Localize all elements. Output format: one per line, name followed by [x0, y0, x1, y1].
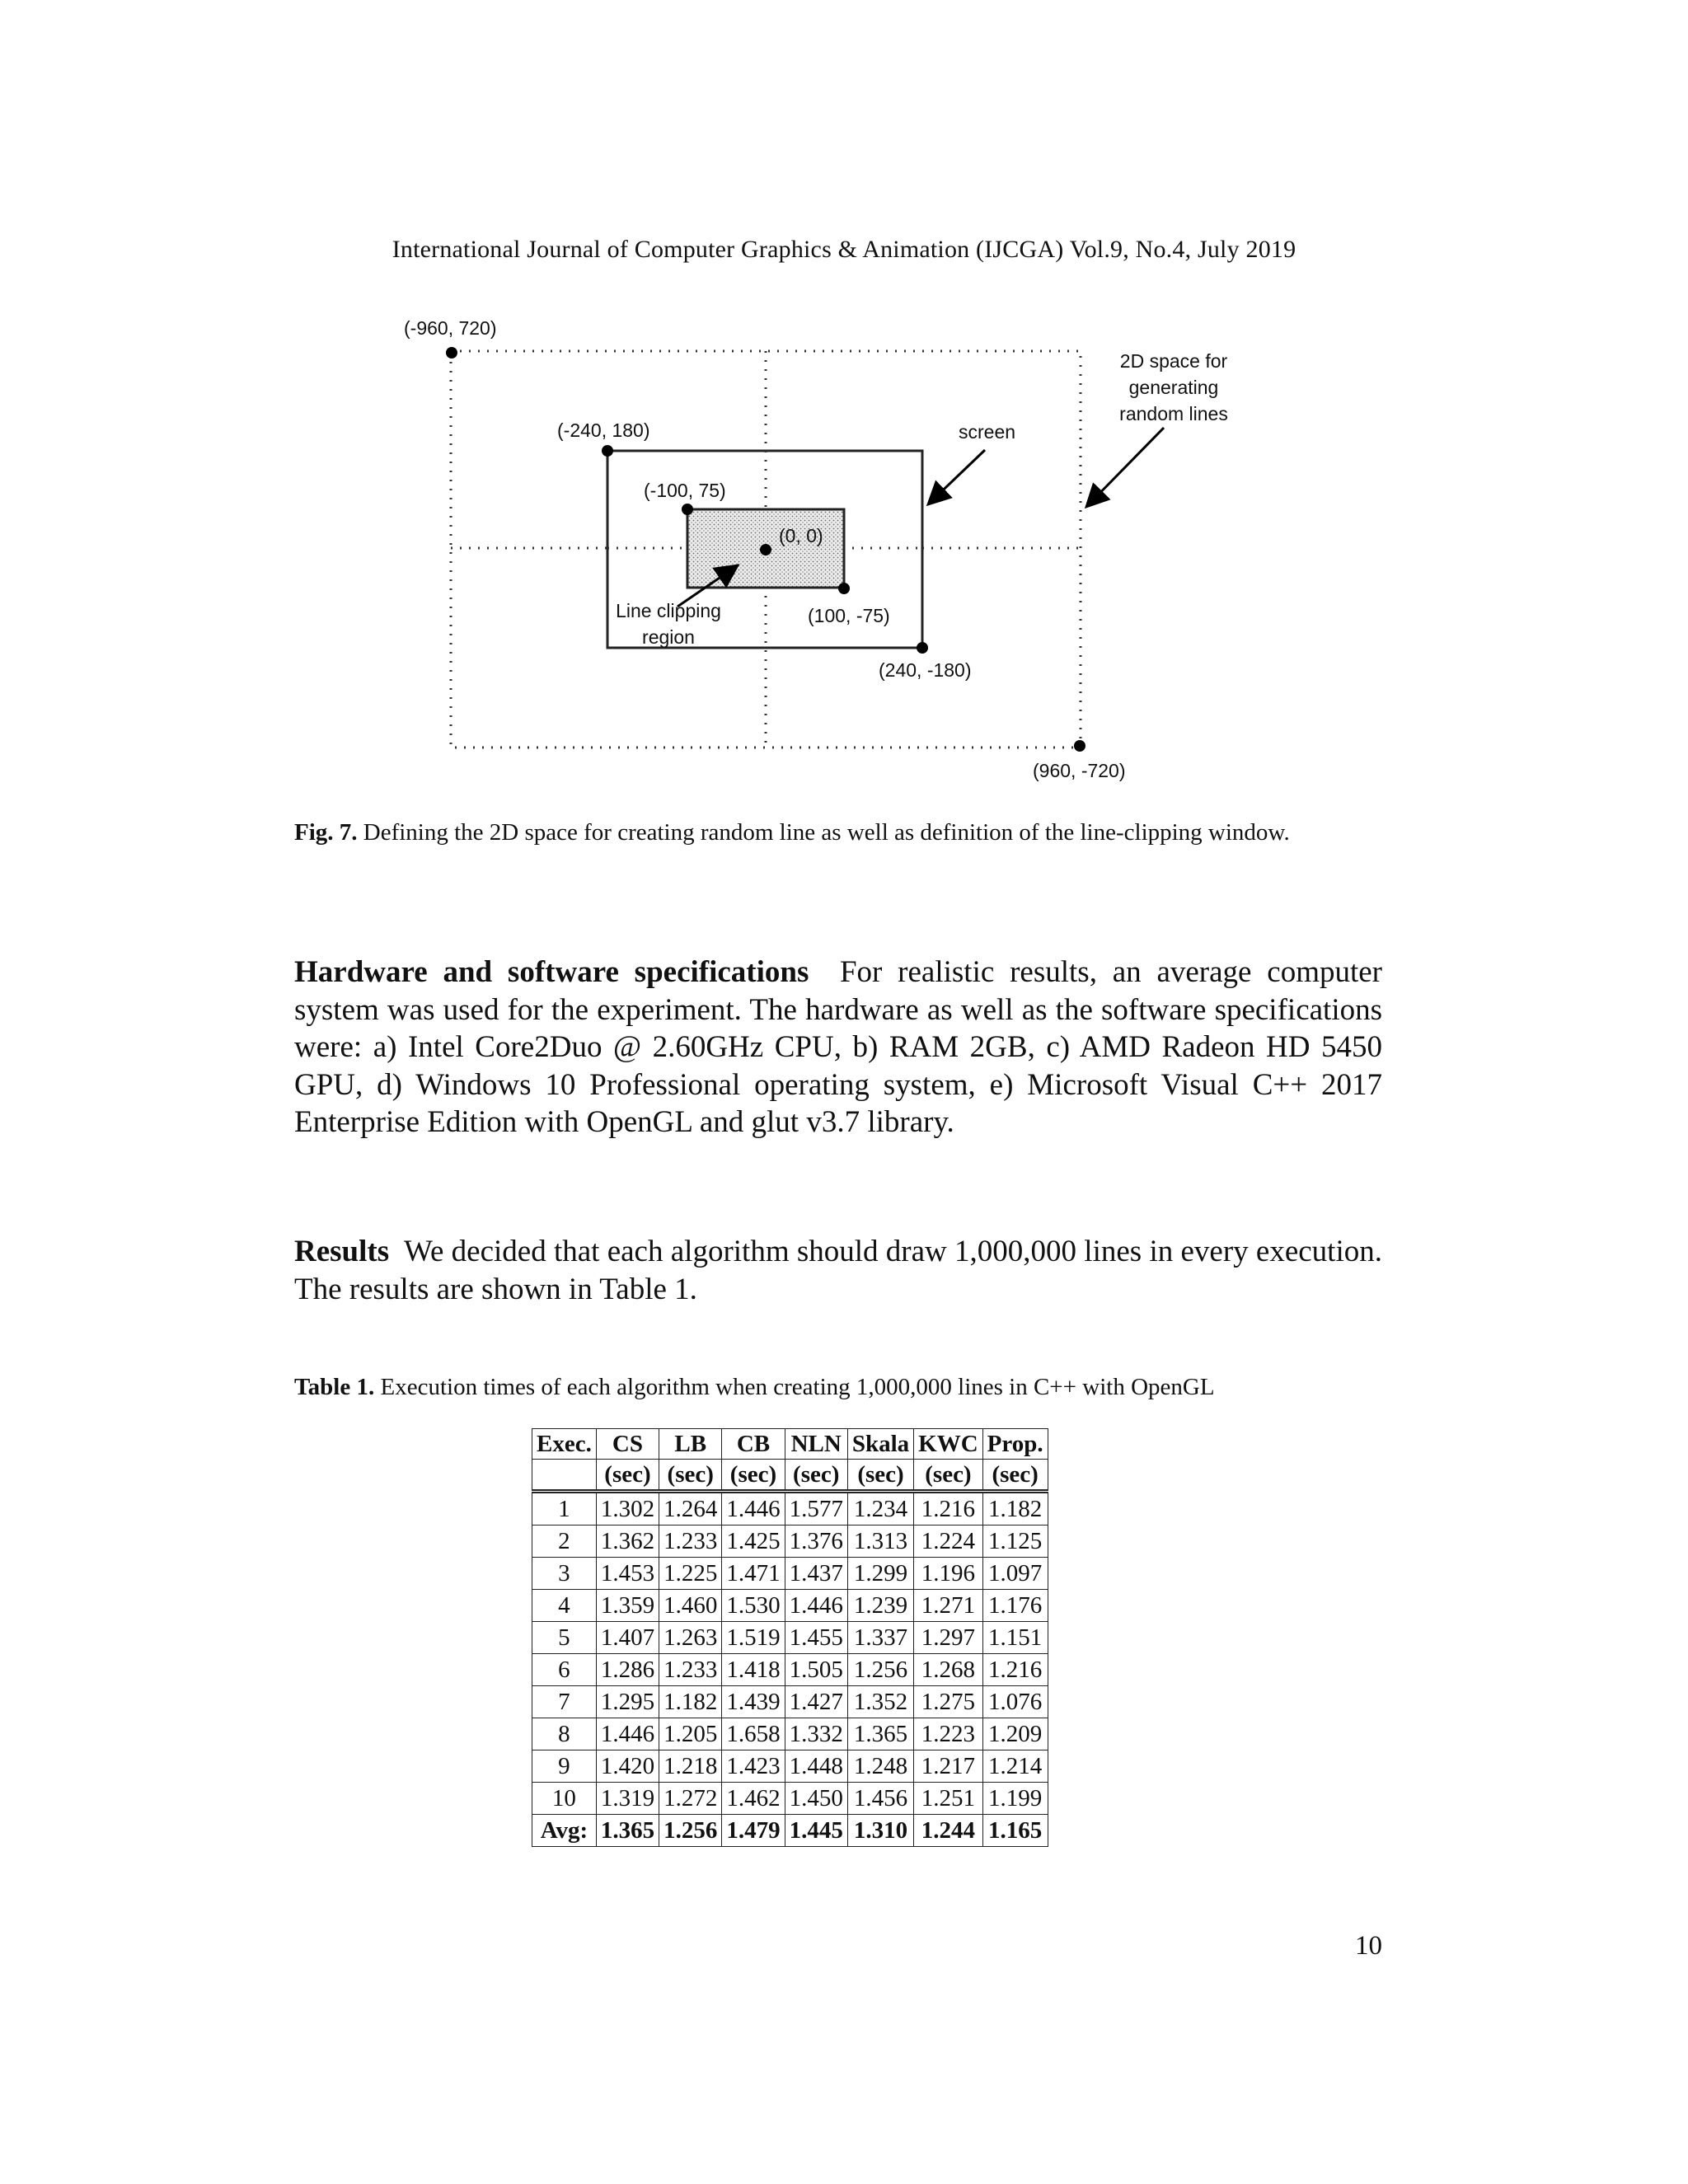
- table-cell-exec: 3: [532, 1558, 597, 1590]
- table-cell-value: 1.439: [722, 1686, 785, 1718]
- table-row: [532, 1686, 1048, 1718]
- header-lb: LB: [659, 1429, 722, 1460]
- table-cell-value: 1.216: [914, 1492, 983, 1526]
- label-space-callout-line3: random lines: [1119, 403, 1228, 424]
- table-cell-value: 1.456: [847, 1783, 913, 1815]
- avg-value: 1.310: [847, 1815, 913, 1847]
- label-origin: (0, 0): [779, 525, 823, 546]
- table-cell-value: 1.196: [914, 1558, 983, 1590]
- table-cell-value: 1.505: [785, 1654, 847, 1686]
- table-row: [532, 1750, 1048, 1783]
- table-cell-exec: 1: [532, 1492, 597, 1526]
- point-outer-top-left: [446, 347, 457, 359]
- table-cell-value: 1.365: [847, 1718, 913, 1750]
- header-unit-cs: (sec): [596, 1460, 659, 1492]
- table-cell-value: 1.299: [847, 1558, 913, 1590]
- label-screen-callout: screen: [959, 421, 1016, 443]
- table-cell-value: 1.223: [914, 1718, 983, 1750]
- table-caption: [294, 1374, 1382, 1401]
- table-cell-value: 1.256: [847, 1654, 913, 1686]
- table-row: [532, 1526, 1048, 1558]
- table-cell-value: 1.437: [785, 1558, 847, 1590]
- table-cell-value: 1.199: [982, 1783, 1048, 1815]
- table-cell-value: 1.224: [914, 1526, 983, 1558]
- point-clip-bottom-right: [838, 583, 850, 594]
- header-unit-skala: (sec): [847, 1460, 913, 1492]
- avg-value: 1.445: [785, 1815, 847, 1847]
- table-cell-value: 1.359: [596, 1590, 659, 1622]
- header-cs: CS: [596, 1429, 659, 1460]
- table-cell-exec: 9: [532, 1750, 597, 1783]
- header-unit-kwc: (sec): [914, 1460, 983, 1492]
- header-unit-nln: (sec): [785, 1460, 847, 1492]
- table-cell-value: 1.302: [596, 1492, 659, 1526]
- table-cell-value: 1.332: [785, 1718, 847, 1750]
- figure-caption: [294, 818, 1382, 848]
- table-cell-exec: 7: [532, 1686, 597, 1718]
- table-cell-value: 1.216: [982, 1654, 1048, 1686]
- results-paragraph: [294, 1233, 1382, 1308]
- hardware-text: For realistic results, an average computer system was used for the experiment. The hardware as well as the software specifications were: a) Intel Core2Duo @ 2.60GHz CPU, b) RAM 2GB, c) AMD Radeon HD 5450 GPU, d) Windows 10 Professional operating system, e) Microsoft Visual C++ 2017 Enterprise Edition with OpenGL and glut v3.7 library.: [294, 955, 1382, 1139]
- table-cell-value: 1.251: [914, 1783, 983, 1815]
- table-cell-exec: 8: [532, 1718, 597, 1750]
- table-cell-value: 1.423: [722, 1750, 785, 1783]
- header-unit-exec: [532, 1460, 597, 1492]
- label-outer-top-left: (-960, 720): [404, 317, 497, 339]
- table-cell-value: 1.182: [982, 1492, 1048, 1526]
- header-prop: Prop.: [982, 1429, 1048, 1460]
- table-cell-value: 1.176: [982, 1590, 1048, 1622]
- table-cell-value: 1.233: [659, 1654, 722, 1686]
- table-cell-value: 1.264: [659, 1492, 722, 1526]
- header-skala: Skala: [847, 1429, 913, 1460]
- table-cell-value: 1.182: [659, 1686, 722, 1718]
- table-cell-value: 1.233: [659, 1526, 722, 1558]
- results-text: We decided that each algorithm should draw 1,000,000 lines in every execution. The results are shown in Table 1.: [294, 1235, 1382, 1306]
- table-cell-value: 1.420: [596, 1750, 659, 1783]
- table-cell-value: 1.530: [722, 1590, 785, 1622]
- table-cell-value: 1.239: [847, 1590, 913, 1622]
- table-cell-value: 1.446: [785, 1590, 847, 1622]
- table-cell-value: 1.425: [722, 1526, 785, 1558]
- label-screen-bottom-right: (240, -180): [879, 659, 972, 681]
- space-arrow: [1086, 428, 1164, 507]
- table-cell-value: 1.427: [785, 1686, 847, 1718]
- table-cell-value: 1.519: [722, 1622, 785, 1654]
- table-cell-value: 1.462: [722, 1783, 785, 1815]
- running-head: International Journal of Computer Graphics & Animation (IJCGA) Vol.9, No.4, July 2019: [392, 236, 1296, 263]
- page-number: 10: [1355, 1931, 1382, 1961]
- header-exec: Exec.: [532, 1429, 597, 1460]
- table-row: [532, 1622, 1048, 1654]
- table-cell-value: 1.248: [847, 1750, 913, 1783]
- avg-value: 1.479: [722, 1815, 785, 1847]
- table-row: [532, 1654, 1048, 1686]
- table-cell-value: 1.263: [659, 1622, 722, 1654]
- point-origin: [760, 544, 771, 555]
- table-cell-exec: 6: [532, 1654, 597, 1686]
- table-cell-value: 1.218: [659, 1750, 722, 1783]
- table-row: [532, 1783, 1048, 1815]
- point-clip-top-left: [682, 504, 693, 515]
- avg-label: Avg:: [532, 1815, 597, 1847]
- table-body: [532, 1492, 1048, 1847]
- table-cell-value: 1.450: [785, 1783, 847, 1815]
- table-cell-value: 1.446: [722, 1492, 785, 1526]
- table-cell-value: 1.352: [847, 1686, 913, 1718]
- table-row: [532, 1558, 1048, 1590]
- table-cell-value: 1.319: [596, 1783, 659, 1815]
- table-cell-value: 1.275: [914, 1686, 983, 1718]
- table-cell-value: 1.460: [659, 1590, 722, 1622]
- table-cell-value: 1.313: [847, 1526, 913, 1558]
- table-cell-value: 1.151: [982, 1622, 1048, 1654]
- table-cell-value: 1.297: [914, 1622, 983, 1654]
- table-cell-value: 1.234: [847, 1492, 913, 1526]
- header-unit-cb: (sec): [722, 1460, 785, 1492]
- avg-value: 1.165: [982, 1815, 1048, 1847]
- label-clip-callout-line2: region: [642, 626, 695, 648]
- table-cell-value: 1.268: [914, 1654, 983, 1686]
- table-cell-value: 1.376: [785, 1526, 847, 1558]
- point-screen-bottom-right: [917, 642, 928, 654]
- header-unit-lb: (sec): [659, 1460, 722, 1492]
- hardware-paragraph: [294, 954, 1382, 1141]
- table-header-unit-row: [532, 1460, 1048, 1492]
- hardware-heading: Hardware and software specifications: [294, 955, 809, 989]
- table-cell-exec: 2: [532, 1526, 597, 1558]
- label-outer-bottom-right: (960, -720): [1033, 760, 1126, 781]
- point-screen-top-left: [602, 445, 613, 457]
- table-cell-value: 1.205: [659, 1718, 722, 1750]
- table-cell-value: 1.125: [982, 1526, 1048, 1558]
- label-space-callout-line1: 2D space for: [1119, 350, 1228, 372]
- table-cell-value: 1.455: [785, 1622, 847, 1654]
- table-row: [532, 1590, 1048, 1622]
- table-cell-value: 1.076: [982, 1686, 1048, 1718]
- table-cell-value: 1.225: [659, 1558, 722, 1590]
- table-row: [532, 1718, 1048, 1750]
- table-cell-value: 1.217: [914, 1750, 983, 1783]
- results-table: [532, 1428, 1048, 1847]
- label-clip-top-left: (-100, 75): [644, 480, 726, 501]
- screen-arrow: [928, 450, 985, 504]
- table-cell-exec: 4: [532, 1590, 597, 1622]
- table-cell-exec: 5: [532, 1622, 597, 1654]
- table-cell-value: 1.286: [596, 1654, 659, 1686]
- results-heading: Results: [294, 1235, 390, 1268]
- table-cell-value: 1.337: [847, 1622, 913, 1654]
- table-cell-value: 1.362: [596, 1526, 659, 1558]
- point-outer-bottom-right: [1074, 740, 1085, 752]
- table-cell-value: 1.446: [596, 1718, 659, 1750]
- table-cell-value: 1.097: [982, 1558, 1048, 1590]
- table-cell-value: 1.418: [722, 1654, 785, 1686]
- header-unit-prop: (sec): [982, 1460, 1048, 1492]
- header-cb: CB: [722, 1429, 785, 1460]
- label-space-callout-line2: generating: [1128, 377, 1219, 398]
- label-clip-callout-line1: Line clipping: [616, 600, 721, 621]
- table-row: [532, 1492, 1048, 1526]
- label-screen-top-left: (-240, 180): [557, 419, 650, 441]
- table-cell-value: 1.214: [982, 1750, 1048, 1783]
- table-cell-value: 1.407: [596, 1622, 659, 1654]
- table-cell-value: 1.295: [596, 1686, 659, 1718]
- table-cell-value: 1.271: [914, 1590, 983, 1622]
- figure-2d-space-diagram: [0, 0, 1688, 824]
- avg-value: 1.365: [596, 1815, 659, 1847]
- header-nln: NLN: [785, 1429, 847, 1460]
- table-cell-value: 1.471: [722, 1558, 785, 1590]
- table-avg-row: [532, 1815, 1048, 1847]
- header-kwc: KWC: [914, 1429, 983, 1460]
- table-header-row: [532, 1429, 1048, 1460]
- avg-value: 1.244: [914, 1815, 983, 1847]
- avg-value: 1.256: [659, 1815, 722, 1847]
- table-cell-value: 1.453: [596, 1558, 659, 1590]
- label-clip-bottom-right: (100, -75): [808, 605, 890, 626]
- table-cell-value: 1.209: [982, 1718, 1048, 1750]
- figure-caption-label: Fig. 7.: [294, 819, 358, 846]
- figure-caption-text: Defining the 2D space for creating random line as well as definition of the line-clipping window.: [363, 819, 1290, 846]
- table-caption-text: Execution times of each algorithm when creating 1,000,000 lines in C++ with OpenGL: [380, 1374, 1215, 1400]
- table-caption-label: Table 1.: [294, 1374, 375, 1400]
- table-cell-value: 1.577: [785, 1492, 847, 1526]
- table-cell-value: 1.272: [659, 1783, 722, 1815]
- table-cell-value: 1.448: [785, 1750, 847, 1783]
- table-cell-exec: 10: [532, 1783, 597, 1815]
- table-cell-value: 1.658: [722, 1718, 785, 1750]
